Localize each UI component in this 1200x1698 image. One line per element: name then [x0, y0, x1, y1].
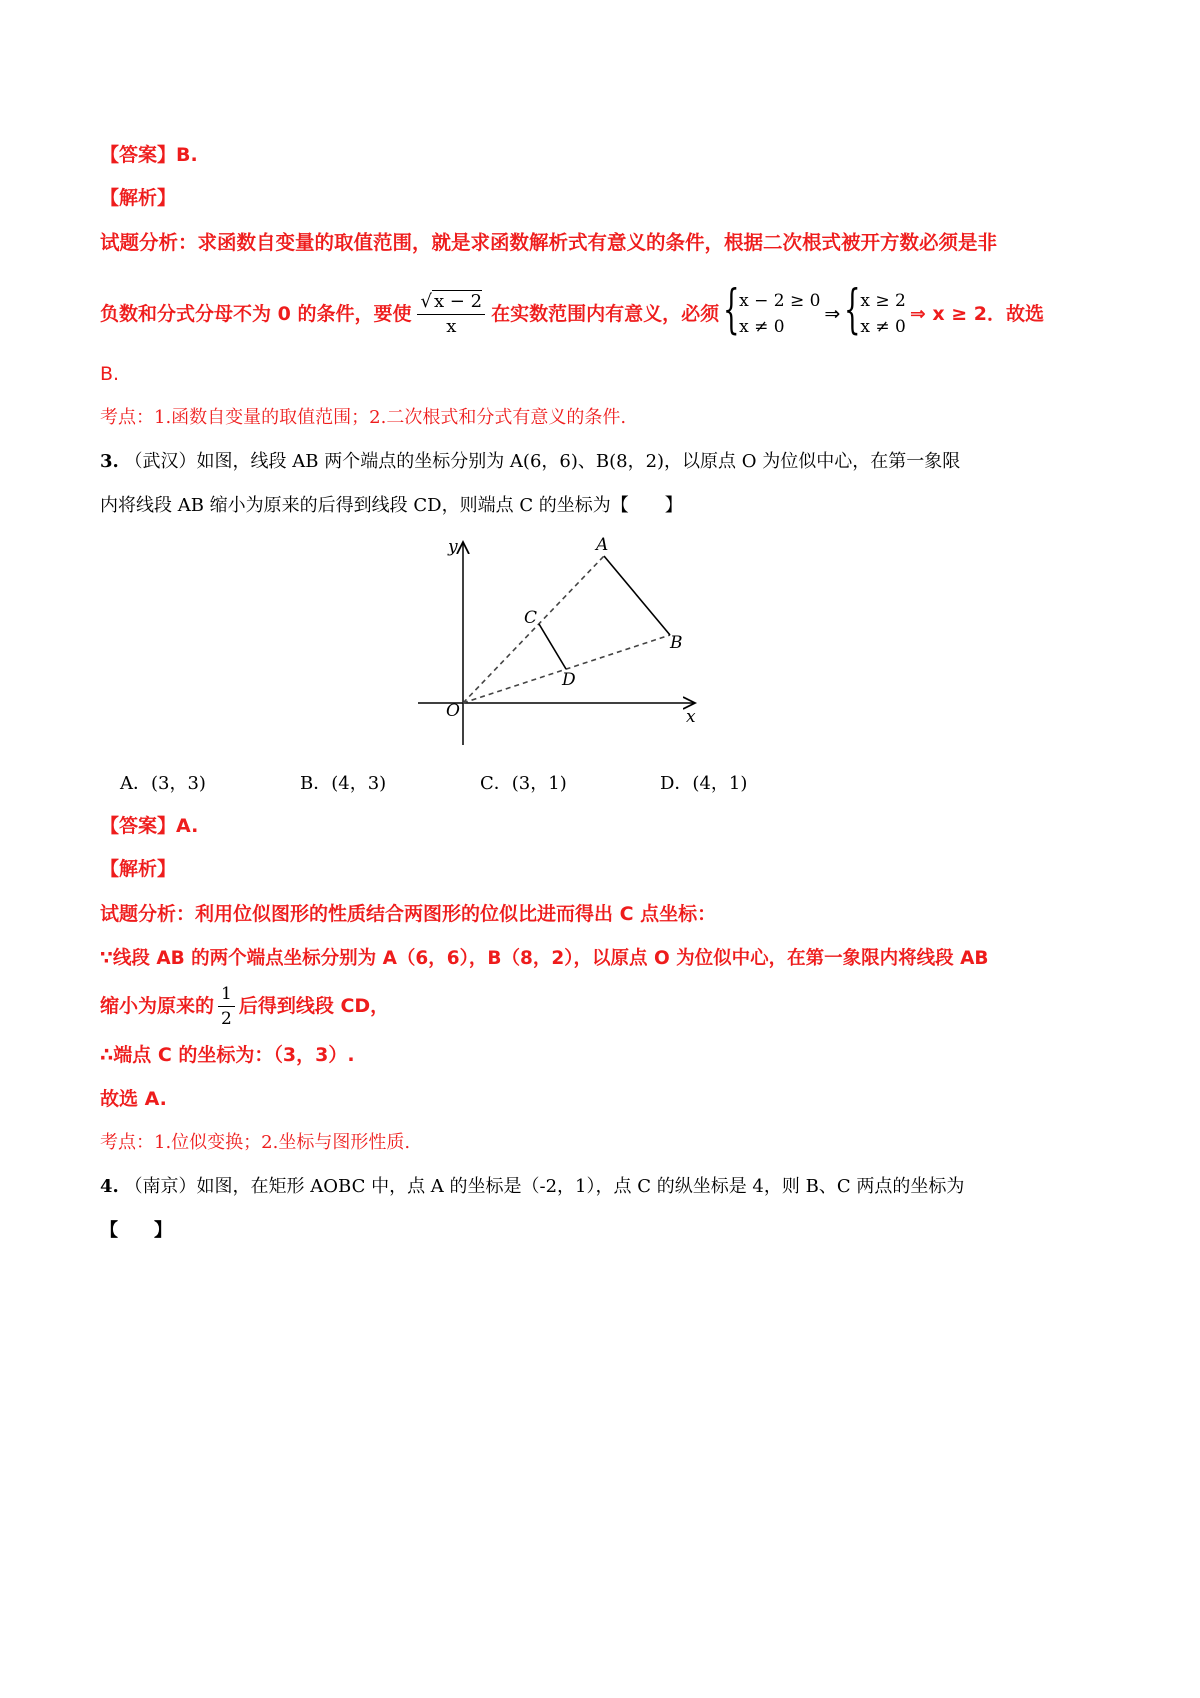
segment-cd	[539, 624, 566, 669]
implies-symbol: ⇒	[824, 303, 841, 325]
analysis-text-b: 在实数范围内有意义，必须	[491, 303, 720, 325]
answer-value: B.	[176, 144, 198, 166]
segment-ab	[604, 556, 670, 635]
q3-stem-line2: 内将线段 AB 缩小为原来的后得到线段 CD，则端点 C 的坐标为【 】	[100, 495, 683, 516]
label-c: C	[524, 608, 538, 628]
q3-figure	[410, 530, 710, 750]
label-y: y	[448, 537, 458, 557]
option-a: A．(3，3)	[120, 773, 206, 794]
q2-analysis-line3: B.	[100, 363, 120, 385]
option-c: C．(3，1)	[480, 773, 567, 794]
label-d: D	[562, 670, 576, 690]
stem-text: （南京）如图，在矩形 AOBC 中，点 A 的坐标是（-2，1），点 C 的纵坐标是 4，则 B、C 两点的坐标为	[124, 1176, 965, 1197]
stem-text: （武汉）如图，线段 AB 两个端点的坐标分别为 A(6，6)、B(8，2)，以原点 O 为位似中心，在第一象限	[124, 451, 961, 472]
sqrt-fraction: $\frac{√ x - 2}{x}$	[417, 290, 485, 339]
answer-label: 【答案】	[100, 815, 177, 837]
q2-answer	[100, 143, 198, 167]
option-d: D．(4，1)	[660, 773, 748, 794]
q4-stem-line1	[100, 1175, 964, 1199]
question-number: 4.	[100, 1176, 119, 1197]
inequality-system-2: { x ≥ 2 x ≠ 0	[844, 280, 906, 340]
q3-stem-line1	[100, 450, 960, 474]
q3-analysis-line1: 试题分析：利用位似图形的性质结合两图形的位似比进而得出 C 点坐标：	[100, 903, 717, 925]
q2-analysis-line1: 试题分析：求函数自变量的取值范围，就是求函数解析式有意义的条件，根据二次根式被开方数必须是非	[100, 231, 998, 254]
ray-oa	[463, 556, 604, 703]
q2-kaodian: 考点：1.函数自变量的取值范围；2.二次根式和分式有意义的条件.	[100, 407, 627, 428]
q3-analysis-line2: ∵线段 AB 的两个端点坐标分别为 A（6，6），B（8，2），以原点 O 为位似中心，在第一象限内将线段 AB	[100, 948, 989, 969]
label-b: B	[670, 633, 683, 653]
q3-analysis-label: 【解析】	[100, 858, 177, 880]
half-fraction: $\frac{1}{2}$	[218, 982, 235, 1031]
q4-stem-line2: 【 】	[100, 1220, 172, 1241]
analysis-text-c: ⇒ x ≥ 2．故选	[909, 303, 1044, 325]
q3-analysis-line5: 故选 A.	[100, 1088, 167, 1110]
label-o: O	[446, 701, 460, 721]
question-number: 3.	[100, 451, 119, 472]
q2-analysis-label: 【解析】	[100, 187, 177, 209]
label-x: x	[686, 707, 696, 727]
q3-kaodian: 考点：1.位似变换；2.坐标与图形性质.	[100, 1132, 411, 1153]
q3-answer	[100, 814, 198, 838]
label-a: A	[596, 535, 609, 555]
analysis-text-a: 负数和分式分母不为 0 的条件，要使	[100, 303, 412, 325]
frac-numerator: x − 2	[433, 290, 483, 312]
q3-analysis-line3	[100, 980, 389, 1032]
frac-denominator: x	[446, 315, 457, 337]
option-b: B．(4，3)	[300, 773, 387, 794]
ray-ob	[463, 635, 670, 703]
q3-analysis-line4: ∴端点 C 的坐标为：（3，3）.	[100, 1044, 355, 1066]
q3-options	[120, 772, 840, 796]
analysis-text-a: 缩小为原来的	[100, 995, 215, 1017]
answer-label: 【答案】	[100, 144, 177, 166]
q2-analysis-line2	[100, 282, 1044, 346]
answer-value: A.	[176, 815, 199, 837]
analysis-text-b: 后得到线段 CD，	[238, 995, 390, 1017]
inequality-system-1: { x − 2 ≥ 0 x ≠ 0	[723, 280, 821, 340]
